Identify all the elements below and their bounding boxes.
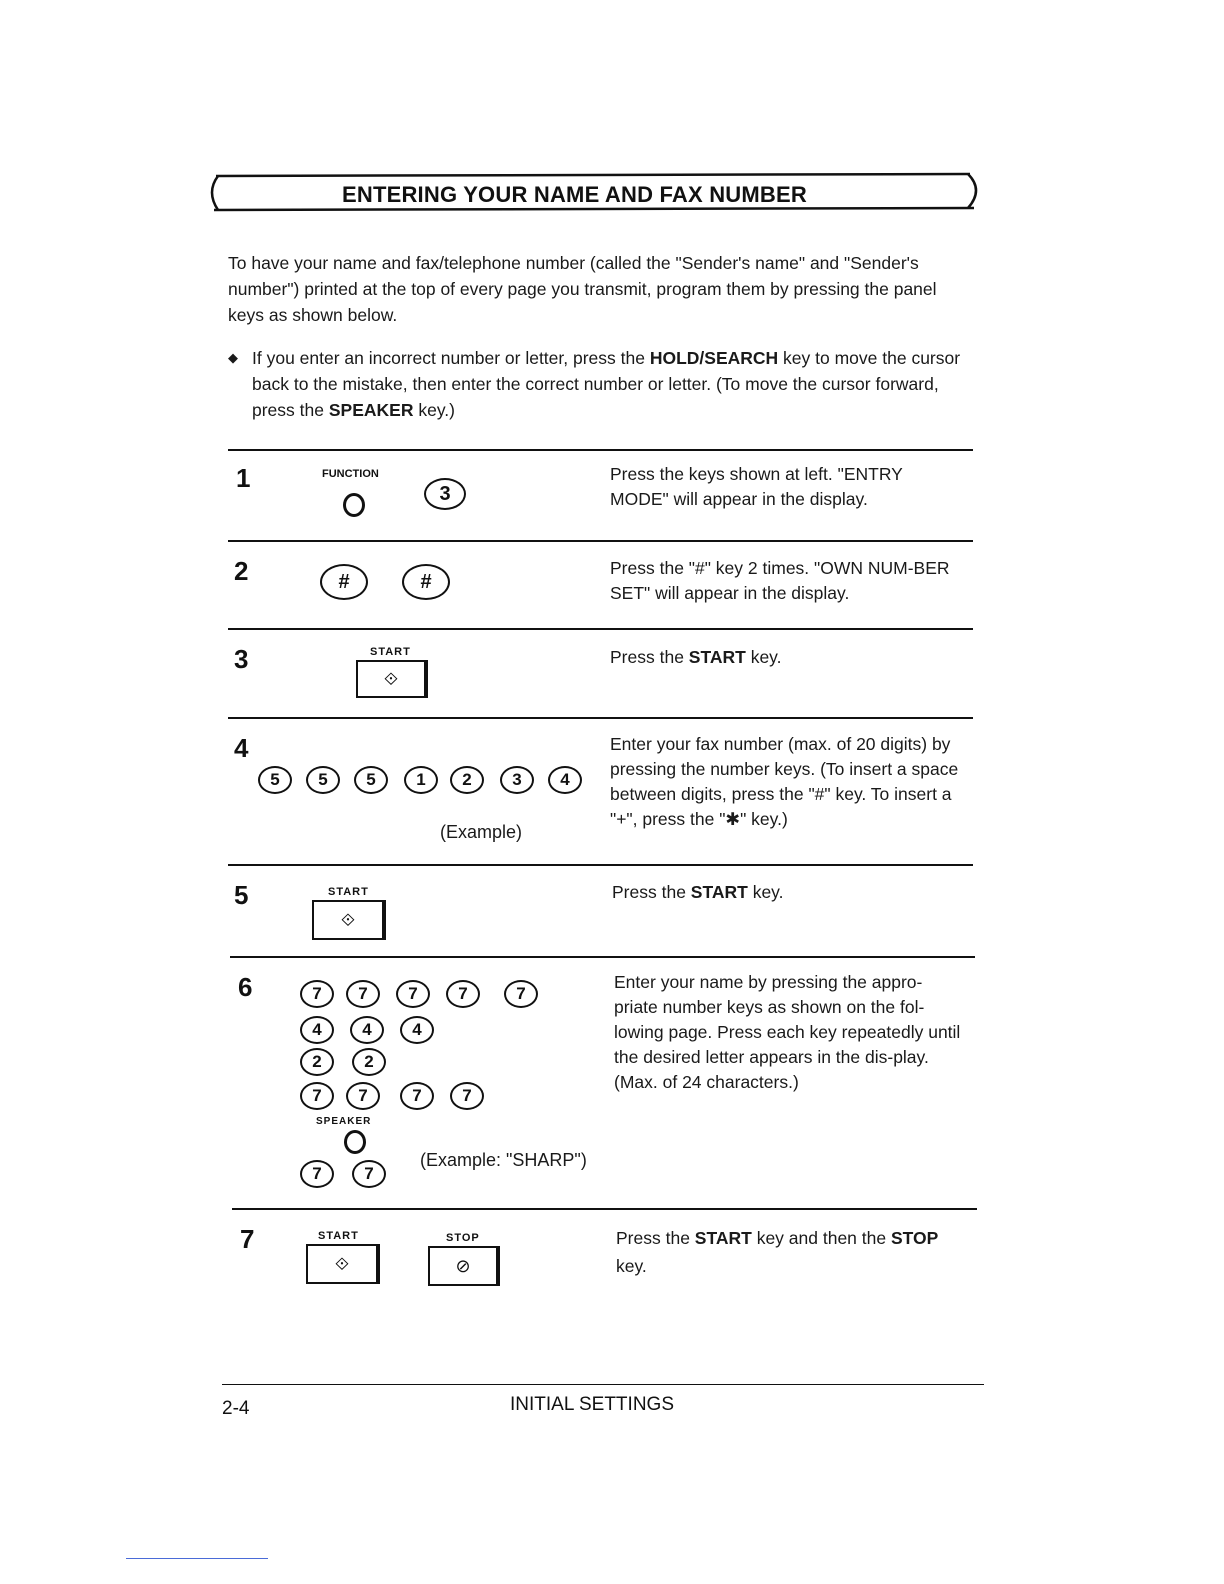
- hash-key: #: [402, 564, 450, 600]
- stop-key-label: STOP: [446, 1232, 480, 1244]
- section-title-banner: [204, 170, 982, 216]
- number-key: 5: [354, 766, 388, 794]
- step-number-6: 6: [238, 972, 253, 1002]
- number-key: 5: [306, 766, 340, 794]
- hint-bullet: [228, 345, 968, 423]
- number-key: 4: [300, 1016, 334, 1044]
- step-number-1: 1: [236, 463, 251, 493]
- start-icon: ⟐: [334, 1253, 350, 1274]
- hint-text: If you enter an incorrect number or letter, press the HOLD/SEARCH key to move the cursor back to the mistake, then enter the correct number or letter. (To move the cursor forward, press the SPEAKER key.): [252, 348, 961, 420]
- number-key: 3: [424, 478, 466, 510]
- step-number-5: 5: [234, 880, 249, 910]
- number-key: 4: [350, 1016, 384, 1044]
- footer-rule: [222, 1384, 984, 1385]
- number-key: 3: [500, 766, 534, 794]
- start-icon: ⟐: [340, 909, 356, 930]
- number-key: 4: [400, 1016, 434, 1044]
- number-key: 7: [504, 980, 538, 1008]
- start-key-label: START: [370, 646, 411, 658]
- step-3-description: Press the START key.: [610, 647, 782, 667]
- step-divider: [232, 1208, 977, 1210]
- number-key: 2: [450, 766, 484, 794]
- footer-section-title: INITIAL SETTINGS: [510, 1394, 674, 1415]
- number-key: 7: [300, 1082, 334, 1110]
- hash-key: #: [320, 564, 368, 600]
- speaker-key-button: [344, 1130, 366, 1154]
- step-divider: [228, 449, 973, 451]
- page-title: ENTERING YOUR NAME AND FAX NUMBER: [342, 182, 807, 207]
- step-6-description: Enter your name by pressing the appro-priate number keys as shown on the fol-lowing page. Press each key repeatedly until the desired letter appears in the dis-play. (Max. of 24 characters.): [614, 972, 961, 1092]
- example-caption: (Example: "SHARP"): [420, 1150, 587, 1170]
- number-key: 7: [446, 980, 480, 1008]
- step-divider: [228, 628, 973, 630]
- step-5-description: Press the START key.: [612, 882, 784, 902]
- step-number-2: 2: [234, 556, 249, 586]
- page-number: 2-4: [222, 1398, 250, 1419]
- step-1-description: Press the keys shown at left. "ENTRY MODE" will appear in the display.: [610, 464, 903, 509]
- step-divider: [228, 540, 973, 542]
- start-key-label: START: [318, 1230, 359, 1242]
- step-number-4: 4: [234, 733, 249, 763]
- intro-paragraph: To have your name and fax/telephone number (called the "Sender's name" and "Sender's number") printed at the top of every page you transmit, program them by pressing the panel keys as shown below.: [228, 253, 937, 325]
- step-divider: [228, 717, 973, 719]
- scan-edge-line: [126, 1558, 268, 1559]
- step-divider: [230, 956, 975, 958]
- number-key: 7: [352, 1160, 386, 1188]
- stop-icon: ⊘: [455, 1255, 471, 1276]
- bullet-diamond-icon: ◆: [228, 350, 238, 365]
- start-key-button: [356, 660, 428, 698]
- number-key: 5: [258, 766, 292, 794]
- step-divider: [228, 864, 973, 866]
- number-key: 7: [400, 1082, 434, 1110]
- step-2-description: Press the "#" key 2 times. "OWN NUM-BER SET" will appear in the display.: [610, 558, 950, 603]
- function-key-button: [343, 493, 365, 517]
- stop-key-button: [428, 1246, 500, 1286]
- number-key: 7: [346, 1082, 380, 1110]
- start-key-button: [306, 1244, 380, 1284]
- step-4-description: Enter your fax number (max. of 20 digits) by pressing the number keys. (To insert a space between digits, press the "#" key. To insert a "+", press the "✱" key.): [610, 734, 959, 829]
- number-key: 7: [346, 980, 380, 1008]
- number-key: 2: [352, 1048, 386, 1076]
- start-key-label: START: [328, 886, 369, 898]
- start-icon: ⟐: [383, 668, 399, 689]
- speaker-key-label: SPEAKER: [316, 1116, 372, 1127]
- number-key: 4: [548, 766, 582, 794]
- number-key: 7: [300, 1160, 334, 1188]
- number-key: 7: [396, 980, 430, 1008]
- step-7-description: Press the START key and then the STOP key.: [616, 1228, 939, 1276]
- number-key: 2: [300, 1048, 334, 1076]
- step-number-3: 3: [234, 644, 249, 674]
- speaker-keyword: SPEAKER: [328, 400, 414, 420]
- number-key: 1: [404, 766, 438, 794]
- function-key-label: FUNCTION: [322, 468, 379, 480]
- number-key: 7: [300, 980, 334, 1008]
- hold-search-keyword: HOLD/SEARCH: [649, 348, 779, 368]
- step-number-7: 7: [240, 1224, 255, 1254]
- example-caption: (Example): [440, 822, 523, 842]
- start-key-button: [312, 900, 386, 940]
- number-key: 7: [450, 1082, 484, 1110]
